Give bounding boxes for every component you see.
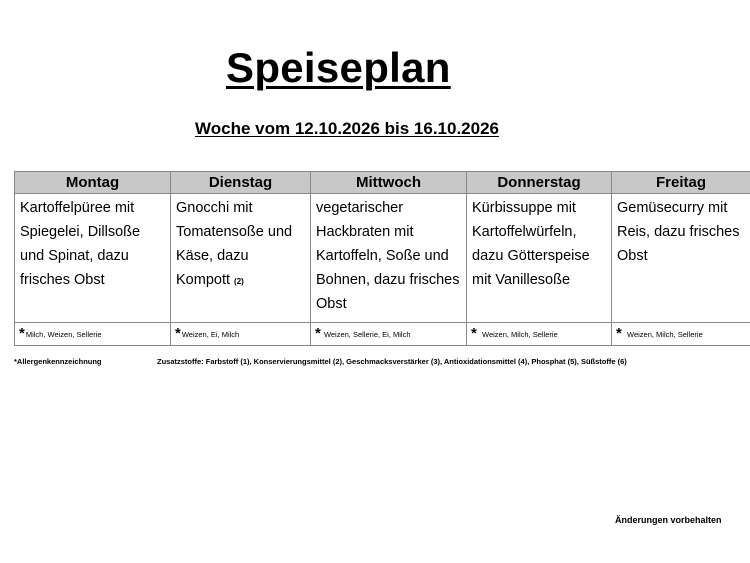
meal-row (15, 194, 750, 323)
header-row (15, 172, 750, 194)
allergen-row (15, 323, 750, 346)
allergen-marker: * (19, 325, 25, 342)
meal-text: Gnocchi mit Tomatensoße und Käse, dazu Kompott (176, 200, 293, 288)
allergen-marker: * (315, 325, 321, 342)
allergen-list: Milch, Weizen, Sellerie (25, 330, 102, 339)
meal-thursday (467, 194, 612, 323)
allergen-list: Weizen, Ei, Milch (181, 330, 240, 339)
allergen-marker: * (175, 325, 181, 342)
meal-text: Gemüsecurry mit Reis, dazu frisches Obst (617, 200, 740, 264)
additives-legend: Zusatzstoffe: Farbstoff (1), Konservierungsmittel (2), Geschmacksverstärker (3), Antioxidationsmittel (4), Phosphat (5), Süßstoffe (6) (157, 357, 627, 366)
changes-reserved-note: Änderungen vorbehalten (615, 515, 722, 525)
day-header-friday: Freitag (612, 172, 750, 194)
allergens-tuesday (171, 323, 311, 346)
page-title: Speiseplan (226, 44, 451, 91)
meal-text: vegetarischer Hackbraten mit Kartoffeln, Soße und Bohnen, dazu frisches Obst (316, 200, 460, 312)
meal-wednesday (311, 194, 467, 323)
additive-note: (2) (234, 277, 244, 286)
allergen-list: Weizen, Milch, Sellerie (482, 330, 558, 339)
allergen-legend-label: *Allergenkennzeichnung (14, 357, 102, 366)
meal-tuesday (171, 194, 311, 323)
meal-monday (15, 194, 171, 323)
allergens-monday (15, 323, 171, 346)
allergen-marker: * (471, 325, 477, 342)
day-header-thursday: Donnerstag (467, 172, 612, 194)
day-header-wednesday: Mittwoch (311, 172, 467, 194)
allergens-friday (612, 323, 750, 346)
meal-friday (612, 194, 750, 323)
meal-plan-table (14, 171, 750, 346)
week-range: Woche vom 12.10.2026 bis 16.10.2026 (195, 119, 499, 138)
allergen-marker: * (616, 325, 622, 342)
day-header-monday: Montag (15, 172, 171, 194)
allergens-wednesday (311, 323, 467, 346)
day-header-tuesday: Dienstag (171, 172, 311, 194)
allergens-thursday (467, 323, 612, 346)
meal-text: Kürbissuppe mit Kartoffelwürfeln, dazu Götterspeise mit Vanillesoße (472, 200, 590, 288)
meal-text: Kartoffelpüree mit Spiegelei, Dillsoße und Spinat, dazu frisches Obst (20, 200, 141, 288)
allergen-list: Weizen, Sellerie, Ei, Milch (323, 330, 411, 339)
allergen-list: Weizen, Milch, Sellerie (627, 330, 703, 339)
